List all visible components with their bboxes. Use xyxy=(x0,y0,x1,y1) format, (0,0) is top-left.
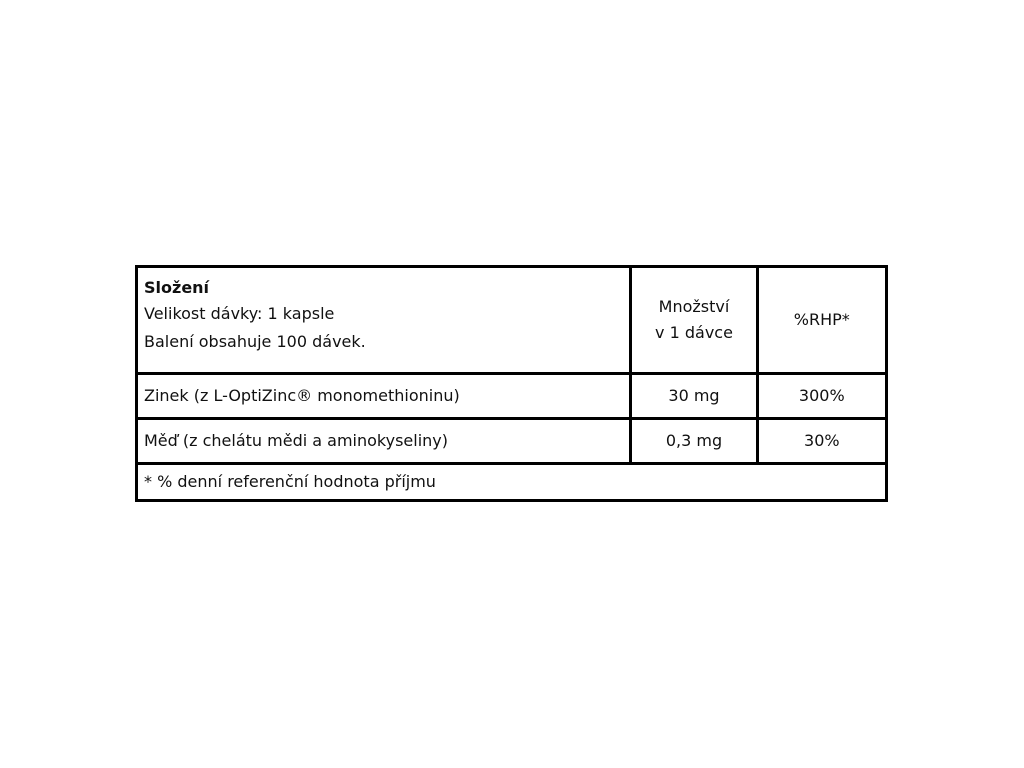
amount-header-cell xyxy=(631,267,757,374)
amount-header-line1: Množství xyxy=(658,297,730,316)
ingredient-rhp: 300% xyxy=(757,374,886,419)
footnote: * % denní referenční hodnota příjmu xyxy=(137,464,887,501)
serving-size: Velikost dávky: 1 kapsle xyxy=(144,304,335,323)
rhp-header-cell: %RHP* xyxy=(757,267,886,374)
amount-header-line2: v 1 dávce xyxy=(655,323,733,342)
header-name-cell xyxy=(137,267,631,374)
table-header-row xyxy=(137,267,887,374)
table-row xyxy=(137,374,887,419)
package-info: Balení obsahuje 100 dávek. xyxy=(144,332,366,351)
ingredient-amount: 30 mg xyxy=(631,374,757,419)
table-body xyxy=(137,267,887,501)
ingredient-rhp: 30% xyxy=(757,419,886,464)
table-row xyxy=(137,419,887,464)
composition-table xyxy=(135,265,888,502)
ingredient-name: Měď (z chelátu mědi a aminokyseliny) xyxy=(137,419,631,464)
footnote-row xyxy=(137,464,887,501)
ingredient-amount: 0,3 mg xyxy=(631,419,757,464)
ingredient-name: Zinek (z L-OptiZinc® monomethioninu) xyxy=(137,374,631,419)
table-title: Složení xyxy=(144,278,210,297)
